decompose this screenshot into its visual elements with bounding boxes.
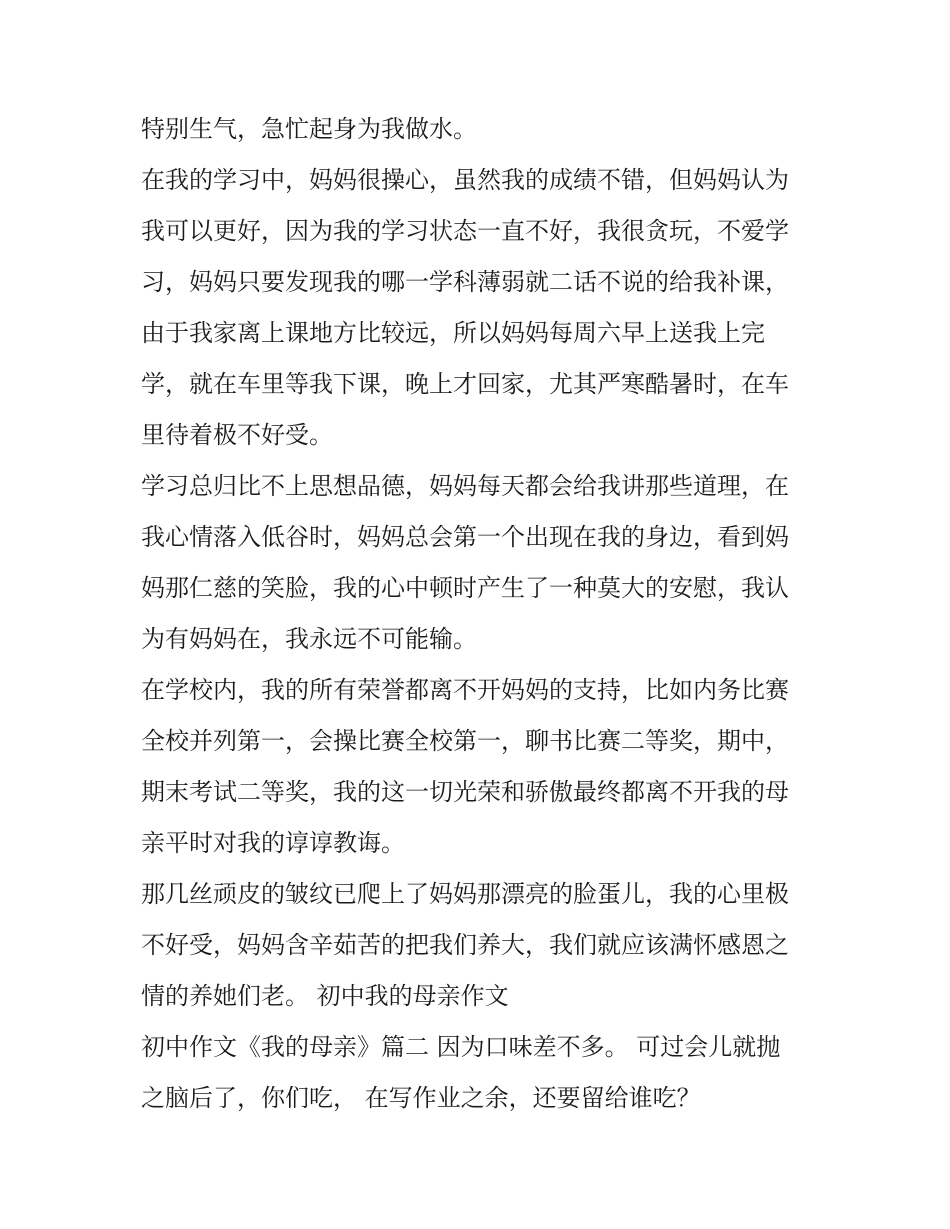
text-line: 在学校内，我的所有荣誉都离不开妈妈的支持，比如内务比赛	[141, 676, 789, 704]
text-line: 习，妈妈只要发现我的哪一学科薄弱就二话不说的给我补课，	[141, 268, 789, 296]
text-line: 学，就在车里等我下课，晚上才回家，尤其严寒酷暑时，在车	[141, 370, 789, 398]
text-line: 之脑后了，你们吃， 在写作业之余，还要留给谁吃？	[141, 1084, 701, 1112]
text-line: 不好受，妈妈含辛茹苦的把我们养大，我们就应该满怀感恩之	[141, 931, 789, 959]
text-line: 在我的学习中，妈妈很操心，虽然我的成绩不错，但妈妈认为	[141, 166, 789, 194]
text-line: 为有妈妈在，我永远不可能输。	[141, 625, 477, 653]
text-line: 初中作文《我的母亲》篇二 因为口味差不多。 可过会儿就抛	[141, 1033, 781, 1061]
text-line: 我可以更好，因为我的学习状态一直不好，我很贪玩，不爱学	[141, 217, 789, 245]
text-line: 情的养她们老。 初中我的母亲作文	[141, 982, 509, 1010]
text-line: 我心情落入低谷时，妈妈总会第一个出现在我的身边，看到妈	[141, 523, 789, 551]
text-line: 由于我家离上课地方比较远，所以妈妈每周六早上送我上完	[141, 319, 765, 347]
text-line: 妈那仁慈的笑脸，我的心中顿时产生了一种莫大的安慰，我认	[141, 574, 789, 602]
text-line: 里待着极不好受。	[141, 421, 333, 449]
text-line: 那几丝顽皮的皱纹已爬上了妈妈那漂亮的脸蛋儿，我的心里极	[141, 880, 789, 908]
text-line: 期末考试二等奖，我的这一切光荣和骄傲最终都离不开我的母	[141, 778, 789, 806]
text-line: 全校并列第一，会操比赛全校第一，聊书比赛二等奖，期中，	[141, 727, 789, 755]
text-line: 特别生气，急忙起身为我做水。	[141, 115, 477, 143]
text-line: 学习总归比不上思想品德，妈妈每天都会给我讲那些道理，在	[141, 472, 789, 500]
text-line: 亲平时对我的谆谆教诲。	[141, 829, 405, 857]
document-body	[141, 104, 841, 1124]
